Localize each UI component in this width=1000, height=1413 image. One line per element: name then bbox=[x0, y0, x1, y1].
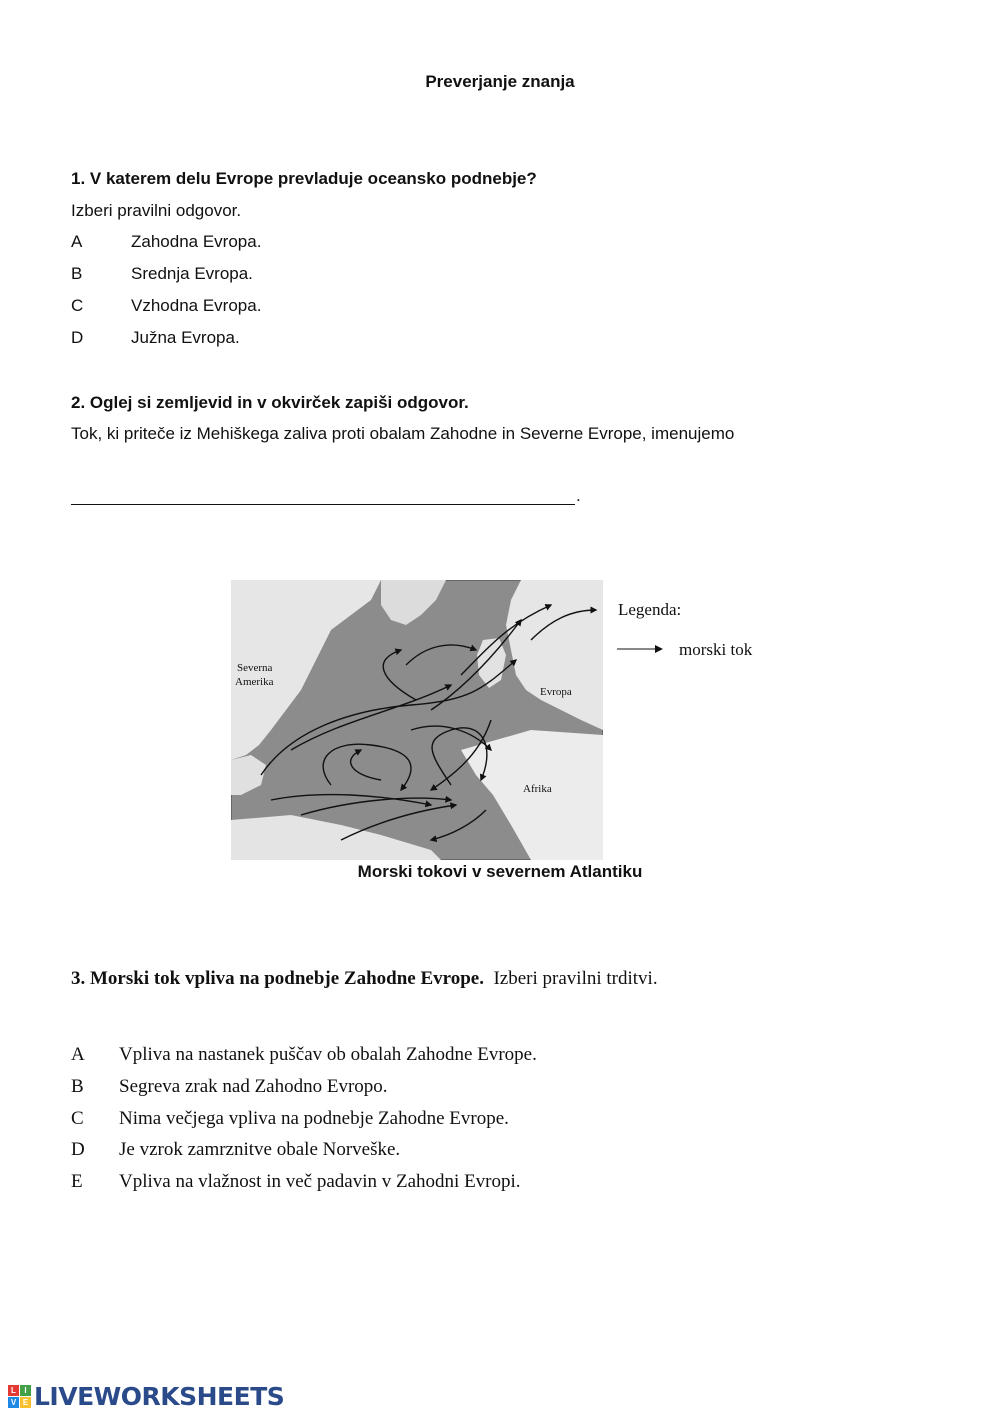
logo-blocks-icon bbox=[8, 1385, 31, 1408]
q3-option-d[interactable]: Je vzrok zamrznitve obale Norveške. bbox=[119, 1139, 401, 1160]
liveworksheets-logo[interactable] bbox=[8, 1382, 284, 1411]
q1-option-c[interactable]: Vzhodna Evropa. bbox=[131, 296, 262, 315]
q3-question-rest: Izberi pravilni trditvi. bbox=[493, 968, 658, 989]
page-title: Preverjanje znanja bbox=[425, 72, 575, 91]
q1-question: 1. V katerem delu Evrope prevladuje oceansko podnebje? bbox=[71, 169, 537, 188]
q3-option-d-letter: D bbox=[71, 1139, 85, 1160]
logo-block: L bbox=[8, 1385, 19, 1396]
q2-question: 2. Oglej si zemljevid in v okvirček zapiši odgovor. bbox=[71, 393, 469, 412]
q3-option-c[interactable]: Nima večjega vpliva na podnebje Zahodne Evrope. bbox=[119, 1108, 509, 1129]
q2-answer-line[interactable] bbox=[71, 504, 575, 505]
q1-instruction: Izberi pravilni odgovor. bbox=[71, 201, 242, 220]
q1-option-b[interactable]: Srednja Evropa. bbox=[131, 264, 253, 283]
map-label-africa: Afrika bbox=[523, 783, 552, 795]
map-label-north-america-2: Amerika bbox=[235, 676, 274, 688]
legend-title: Legenda: bbox=[618, 600, 682, 619]
map-caption: Morski tokovi v severnem Atlantiku bbox=[357, 862, 643, 881]
q3-option-b-letter: B bbox=[71, 1076, 84, 1097]
atlantic-currents-map bbox=[231, 580, 603, 860]
legend-item: morski tok bbox=[679, 640, 753, 659]
map-label-north-america-1: Severna bbox=[237, 662, 273, 674]
q3-option-e[interactable]: Vpliva na vlažnost in več padavin v Zahodni Evropi. bbox=[119, 1171, 521, 1192]
logo-block: I bbox=[20, 1385, 31, 1396]
q1-option-d[interactable]: Južna Evropa. bbox=[131, 328, 240, 347]
q3-option-b[interactable]: Segreva zrak nad Zahodno Evropo. bbox=[119, 1076, 388, 1097]
q3-option-e-letter: E bbox=[71, 1171, 83, 1192]
q1-option-a[interactable]: Zahodna Evropa. bbox=[131, 232, 262, 251]
q3-option-a[interactable]: Vpliva na nastanek puščav ob obalah Zahodne Evrope. bbox=[119, 1044, 537, 1065]
logo-block: E bbox=[20, 1397, 31, 1408]
q3-question bbox=[71, 968, 658, 990]
map-label-europe: Evropa bbox=[540, 686, 572, 698]
q1-option-b-letter: B bbox=[71, 264, 83, 283]
logo-text: LIVEWORKSHEETS bbox=[34, 1382, 285, 1411]
q3-option-c-letter: C bbox=[71, 1108, 84, 1129]
legend-arrow-icon bbox=[617, 642, 665, 656]
q1-option-c-letter: C bbox=[71, 296, 84, 315]
q1-option-d-letter: D bbox=[71, 328, 84, 347]
q2-line-end: . bbox=[576, 486, 581, 505]
q2-text: Tok, ki priteče iz Mehiškega zaliva proti obalam Zahodne in Severne Evrope, imenujemo bbox=[71, 424, 735, 443]
q1-option-a-letter: A bbox=[71, 232, 83, 251]
q3-option-a-letter: A bbox=[71, 1044, 85, 1065]
logo-block: V bbox=[8, 1397, 19, 1408]
q3-question-bold: 3. Morski tok vpliva na podnebje Zahodne Evrope. bbox=[71, 968, 484, 989]
